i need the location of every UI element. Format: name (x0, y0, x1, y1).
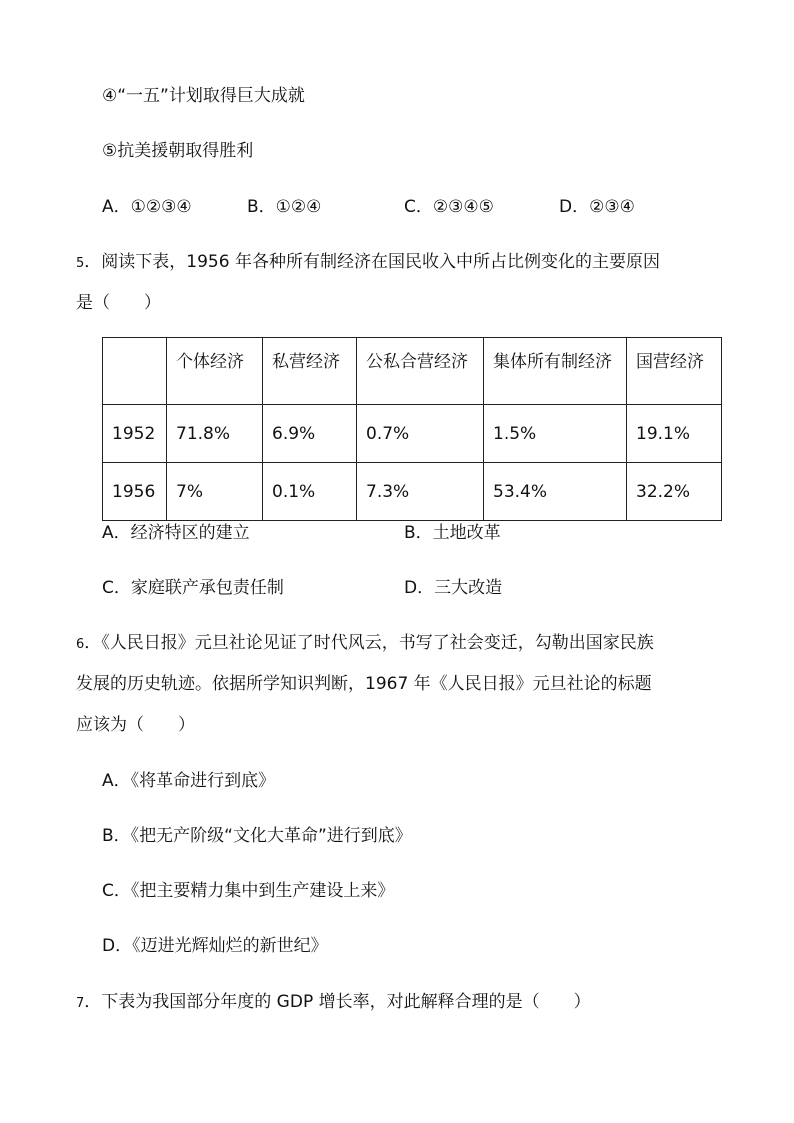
table-row (103, 463, 722, 521)
q4-item-5: ⑤抗美援朝取得胜利 (102, 141, 254, 161)
table-header-cell: 公私合营经济 (357, 338, 484, 405)
q6-stem-line-1 (76, 632, 654, 656)
table-header-cell (103, 338, 167, 405)
q6-option-d: D．《迈进光辉灿烂的新世纪》 (102, 936, 328, 956)
q5-number: 5 (76, 256, 85, 271)
q5-option-b: B．土地改革 (404, 523, 501, 543)
table-header-cell: 集体所有制经济 (484, 338, 627, 405)
table-header-row (103, 338, 722, 405)
q4-option-a: A．①②③④ (102, 197, 192, 217)
q5-income-table (102, 337, 722, 521)
q4-option-c: C．②③④⑤ (404, 197, 494, 217)
q6-number: 6 (76, 637, 85, 652)
q6-option-a: A．《将革命进行到底》 (102, 771, 276, 791)
q4-option-b: B．①②④ (247, 197, 322, 217)
table-row (103, 405, 722, 463)
table-cell: 1.5% (484, 405, 627, 463)
q7-stem-line-1 (76, 991, 591, 1015)
table-cell: 0.1% (263, 463, 357, 521)
q6-option-b: B．《把无产阶级“文化大革命”进行到底》 (102, 826, 412, 846)
table-cell: 0.7% (357, 405, 484, 463)
q5-option-a: A．经济特区的建立 (102, 523, 250, 543)
q5-option-c: C．家庭联产承包责任制 (102, 578, 284, 598)
table-header-cell: 个体经济 (167, 338, 263, 405)
q6-stem-line-2: 发展的历史轨迹。依据所学知识判断，1967 年《人民日报》元旦社论的标题 (76, 674, 652, 694)
q4-item-4: ④“一五”计划取得巨大成就 (102, 86, 305, 106)
q7-stem-text: ．下表为我国部分年度的 GDP 增长率，对此解释合理的是（ ） (84, 992, 591, 1012)
table-cell-year: 1956 (103, 463, 167, 521)
table-cell-year: 1952 (103, 405, 167, 463)
table-header-cell: 私营经济 (263, 338, 357, 405)
q6-stem-text: ．《人民日报》元旦社论见证了时代风云，书写了社会变迁，勾勒出国家民族 (84, 633, 654, 653)
q5-stem-text: ．阅读下表，1956 年各种所有制经济在国民收入中所占比例变化的主要原因 (84, 252, 660, 272)
q5-stem-line-1 (76, 251, 660, 275)
table-cell: 19.1% (627, 405, 722, 463)
table-cell: 53.4% (484, 463, 627, 521)
table-cell: 7.3% (357, 463, 484, 521)
q6-option-c: C．《把主要精力集中到生产建设上来》 (102, 881, 395, 901)
q7-number: 7 (76, 996, 85, 1011)
q5-stem-line-2: 是（ ） (76, 293, 161, 313)
q4-option-d: D．②③④ (559, 197, 635, 217)
q5-option-d: D．三大改造 (404, 578, 503, 598)
q6-stem-line-3: 应该为（ ） (76, 715, 195, 735)
table-cell: 6.9% (263, 405, 357, 463)
table-header-cell: 国营经济 (627, 338, 722, 405)
table-cell: 71.8% (167, 405, 263, 463)
table-cell: 32.2% (627, 463, 722, 521)
table-cell: 7% (167, 463, 263, 521)
